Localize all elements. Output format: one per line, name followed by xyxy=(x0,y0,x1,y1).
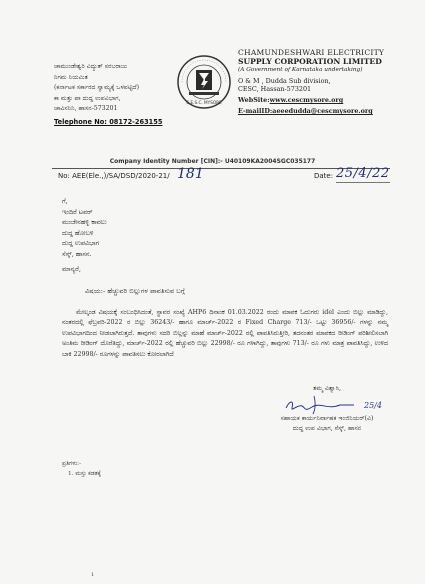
signatory-office: ದುದ್ದ ಉಪ ವಿಭಾಗ, ಸೆಸ್ಕ್, ಹಾಸನ xyxy=(292,425,362,432)
footer-mark: 1 xyxy=(91,572,95,578)
reference-number-label: No: AEE(Ele.,)/SA/DSD/2020-21/ xyxy=(58,172,170,180)
office-address: CESC, Hassan-573201 xyxy=(238,85,312,93)
kannada-line: ಚಾವಿಸನಿನಿ, ಹಾಸನ-573201 xyxy=(54,105,118,113)
cesc-emblem-logo xyxy=(176,54,232,110)
recipient-line: ಇಂದಿರೆ ಟವರ್ xyxy=(62,207,93,216)
website-line: WebSite:www.cescmysore.org xyxy=(238,96,344,104)
company-name-line1: CHAMUNDESHWARI ELECTRICITY xyxy=(238,48,385,57)
date-label: Date: xyxy=(314,172,334,180)
salutation: ಮಾನ್ಯರೆ, xyxy=(62,265,82,273)
kannada-line: ನಿಗಮ ನಿಯಮಿತ xyxy=(54,73,88,81)
govt-undertaking-note: (A Government of Karnataka undertaking) xyxy=(238,67,363,73)
office-name: O & M , Dudda Sub division, xyxy=(238,77,331,85)
handwritten-signature xyxy=(268,392,388,418)
telephone-number: Telephone No: 08172-263155 xyxy=(54,117,163,126)
signature-date: 25/4 xyxy=(364,401,382,410)
copy-to-label: ಪ್ರತಿಗಳು:- xyxy=(62,461,82,467)
website-link[interactable]: www.cescmysore.org xyxy=(269,96,344,104)
company-name-line2: SUPPLY CORPORATION LIMITED xyxy=(238,57,382,66)
subject-line: ವಿಷಯ:- ಹೆಚ್ಚುವರಿ ಬಿಲ್ಲುಗಳ ಪಾವತಿಸುವ ಬಗ್ಗೆ xyxy=(85,287,185,295)
handwritten-reference-number: 181 xyxy=(177,166,204,182)
recipient-line: ಮಂಜೇನಹಳ್ಳಿ ಕಾವಲು xyxy=(62,218,107,226)
emblem-caption: C.E.S.C. MYSORE xyxy=(186,100,222,105)
date-underline xyxy=(336,182,390,183)
copy-to-section xyxy=(62,459,101,479)
company-identity-number: Company Identity Number [CIN]:- U40109KA2004SGC035177 xyxy=(109,158,316,165)
recipient-line: ಸೆಸ್ಕ್, ಹಾಸನ. xyxy=(62,249,92,258)
handwritten-date: 25/4/22 xyxy=(336,166,390,181)
recipient-address xyxy=(62,196,107,259)
letter-body: ಮೇಲ್ಕಂಡ ವಿಷಯಕ್ಕೆ ಸಂಬಂಧಿಸಿದಂತೆ, ಸ್ಥಾವರ ಸಂಖ್ಯೆ AHP6 ದಿನಾಂಕ 01.03.2022 ರಂದು ಮಾಪಕ ಓದುಗರು idel ಎಂದು ಬಿಲ್ಲು ಮಾಡಿದ್ದು, ನಂತರದಲ್ಲಿ ಫೆಬ್ರವರಿ-2022 ರ ಬಿಲ್ಲು 36243/- ಹಾಗೂ ಮಾರ್ಚ್-2022 ರ Fixed Charge 713/- ಒಟ್ಟು 36956/- ಗಳನ್ನು ನಮ್ಮ ಉಪವಿಭಾಗದಿಂದ ನೀಡಲಾಗಿರುತ್ತದೆ. ತಾವುಗಳು ಸದರಿ ಬಿಲ್ಲನ್ನು ಮಾಹೆ ಮಾರ್ಚ್-2022 ರಲ್ಲಿ ಪಾವತಿಸಿರುತ್ತೀರಿ, ತದನಂತರ ಮಾಪಕದ ರೀಡಿಂಗ್ ಪರಿಶೀಲಿಸಲಾಗಿ ಅಂತಿಮ ರೀಡಿಂಗ್ ದೊರೆತಿದ್ದು, ಮಾರ್ಚ್-2022 ರಲ್ಲಿ ಹೆಚ್ಚುವರಿ ಬಿಲ್ಲು 22998/- ರೂ ಗಳಾಗಿದ್ದು, ತಾವುಗಳು 713/- ರೂ ಗಳು ಮಾತ್ರ ಪಾವತಿಸಿದ್ದು, ಉಳಿದ ಬಾಕಿ 22998/- ರೂಗಳನ್ನು ಪಾವತಿಸಲು ಕೋರಲಾಗಿದೆ xyxy=(62,309,388,358)
kannada-line: ಕಾ ಮತ್ತು ಪಾ ದುದ್ದ ಉಪವಿಭಾಗ, xyxy=(54,94,121,102)
kannada-letterhead xyxy=(54,62,162,128)
closing: ತಮ್ಮ ವಿಶ್ವಾಸಿ, xyxy=(313,385,341,392)
email-line: E-mailID:aeeedudda@cescmysore.org xyxy=(238,107,373,115)
signatory-designation: ಸಹಾಯಕ ಕಾರ್ಯನಿರ್ವಾಹಕ ಇಂಜಿನಿಯರ್(ವಿ) xyxy=(280,415,374,422)
recipient-line: ದುದ್ದ ಹೋಬಳಿ xyxy=(62,228,94,237)
kannada-line: (ಕರ್ನಾಟಕ ಸರ್ಕಾರದ ಸ್ವಾಮ್ಯಕ್ಕೆ ಒಳಪಟ್ಟಿದೆ) xyxy=(54,84,140,92)
email-link[interactable]: aeeedudda@cescmysore.org xyxy=(272,107,373,115)
kannada-line: ಚಾಮುಂಡೇಶ್ವರಿ ವಿದ್ಯುತ್ ಸರಬರಾಜು xyxy=(54,63,128,70)
recipient-line: ಗೆ, xyxy=(62,197,68,205)
recipient-line: ದುದ್ದ ಉಪವಿಭಾಗ xyxy=(62,239,100,247)
english-letterhead xyxy=(238,48,418,115)
copy-to-item: 1. ಮಸ್ತು ಕಡತಕ್ಕೆ xyxy=(68,471,101,477)
